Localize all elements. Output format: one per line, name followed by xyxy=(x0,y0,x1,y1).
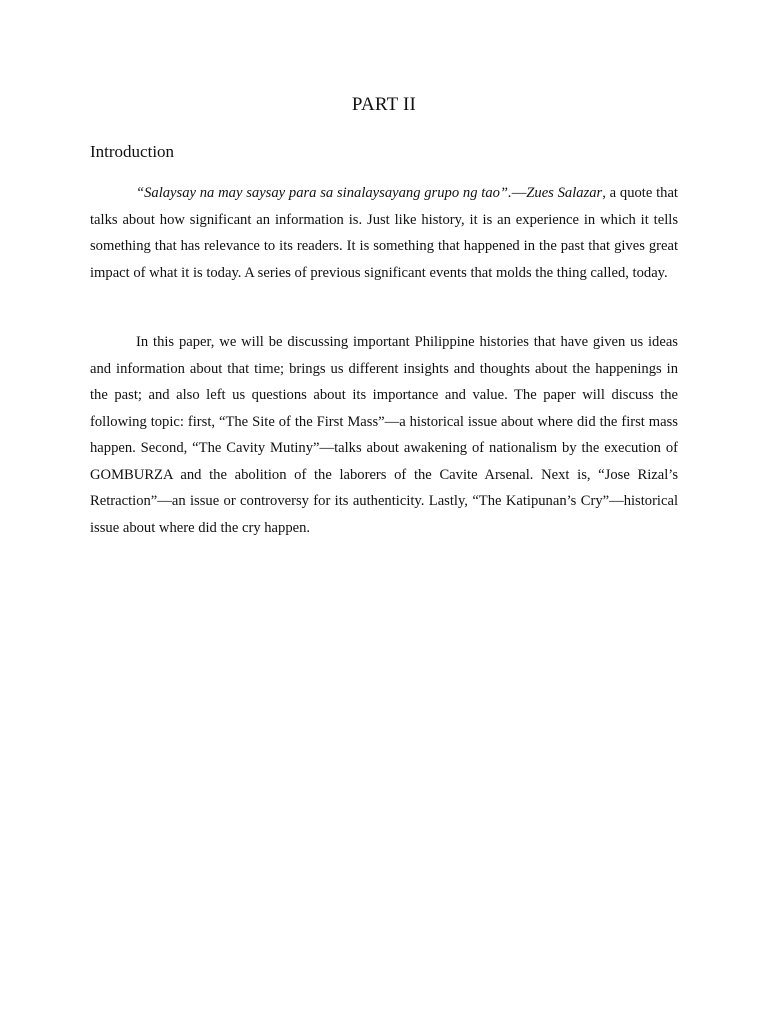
quote-dash: — xyxy=(511,185,527,201)
quote-author: Zues Salazar xyxy=(526,185,603,201)
intro-paragraph-2 xyxy=(90,329,678,541)
paragraph-2-text: In this paper, we will be discussing important Philippine histories that have given us ideas and information about that time; brings us different insights and thoughts about the happenings in the past; and also left us questions about its importance and value. The paper will discuss the following topic: first, “The Site of the First Mass”—a historical issue about where did the first mass happen. Second, “The Cavity Mutiny”—talks about awakening of nationalism by the execution of GOMBURZA and the abolition of the laborers of the Cavite Arsenal. Next is, “Jose Rizal’s Retraction”—an issue or controversy for its authenticity. Lastly, “The Katipunan’s Cry”—historical issue about where did the cry happen. xyxy=(90,334,678,536)
paragraph-1-text: , a quote that talks about how significant an information is. Just like history, it is an experience in which it tells something that has relevance to its readers. It is something that happened in the past that gives great impact of what it is today. A series of previous significant events that molds the thing called, today. xyxy=(90,185,678,281)
section-heading: Introduction xyxy=(90,142,175,161)
opening-quote: “Salaysay na may saysay para sa sinalaysayang grupo ng tao”. xyxy=(136,185,512,201)
part-title: PART II xyxy=(351,94,417,115)
intro-paragraph-1 xyxy=(90,180,678,286)
